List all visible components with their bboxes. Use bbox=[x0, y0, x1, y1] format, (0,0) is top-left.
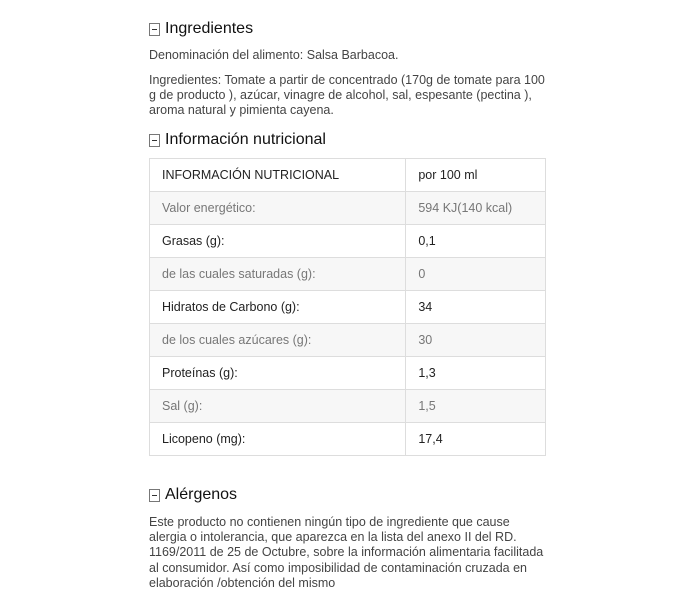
collapse-minus-icon[interactable] bbox=[149, 134, 160, 147]
row-label: Proteínas (g): bbox=[150, 357, 406, 390]
row-value: 0,1 bbox=[406, 225, 546, 258]
nutrition-table bbox=[149, 158, 546, 456]
table-row bbox=[150, 291, 546, 324]
alergenos-text: Este producto no contienen ningún tipo de ingrediente que cause alergia o intolerancia, que aparezca en la lista del anexo II del RD. 1169/2011 de 25 de Octubre, sobre la información alimentaria facilitada al consumidor. Así como imposibilidad de contaminación cruzada en elaboración /obtención del mismo bbox=[149, 515, 544, 590]
table-row bbox=[150, 258, 546, 291]
row-value: 594 KJ(140 kcal) bbox=[406, 192, 546, 225]
row-value: 17,4 bbox=[406, 423, 546, 456]
row-value: 1,3 bbox=[406, 357, 546, 390]
row-label: Licopeno (mg): bbox=[150, 423, 406, 456]
table-row bbox=[150, 225, 546, 258]
row-label: Grasas (g): bbox=[150, 225, 406, 258]
table-row bbox=[150, 159, 546, 192]
ingredientes-section bbox=[149, 18, 549, 118]
row-label: de los cuales azúcares (g): bbox=[150, 324, 406, 357]
row-value: 1,5 bbox=[406, 390, 546, 423]
row-label: Sal (g): bbox=[150, 390, 406, 423]
nutricional-title: Información nutricional bbox=[165, 131, 326, 148]
ingredientes-header[interactable] bbox=[149, 18, 549, 40]
nutricional-header[interactable] bbox=[149, 129, 549, 151]
row-label: Valor energético: bbox=[150, 192, 406, 225]
ingredientes-text: Ingredientes: Tomate a partir de concentrado (170g de tomate para 100 g de producto ), azúcar, vinagre de alcohol, sal, espesante (pectina ), aroma natural y pimienta cayena. bbox=[149, 73, 545, 117]
table-row bbox=[150, 390, 546, 423]
table-row bbox=[150, 357, 546, 390]
alergenos-title: Alérgenos bbox=[165, 486, 238, 503]
table-row bbox=[150, 324, 546, 357]
row-label: INFORMACIÓN NUTRICIONAL bbox=[150, 159, 406, 192]
table-row bbox=[150, 423, 546, 456]
row-value: 34 bbox=[406, 291, 546, 324]
row-label: Hidratos de Carbono (g): bbox=[150, 291, 406, 324]
row-value: por 100 ml bbox=[406, 159, 546, 192]
row-value: 0 bbox=[406, 258, 546, 291]
collapse-minus-icon[interactable] bbox=[149, 23, 160, 36]
row-value: 30 bbox=[406, 324, 546, 357]
alergenos-section bbox=[149, 484, 549, 591]
ingredientes-title: Ingredientes bbox=[165, 20, 254, 37]
row-label: de las cuales saturadas (g): bbox=[150, 258, 406, 291]
denominacion-text: Denominación del alimento: Salsa Barbacoa. bbox=[149, 48, 399, 62]
nutricional-section bbox=[149, 129, 549, 456]
alergenos-header[interactable] bbox=[149, 484, 549, 506]
collapse-minus-icon[interactable] bbox=[149, 489, 160, 502]
table-row bbox=[150, 192, 546, 225]
